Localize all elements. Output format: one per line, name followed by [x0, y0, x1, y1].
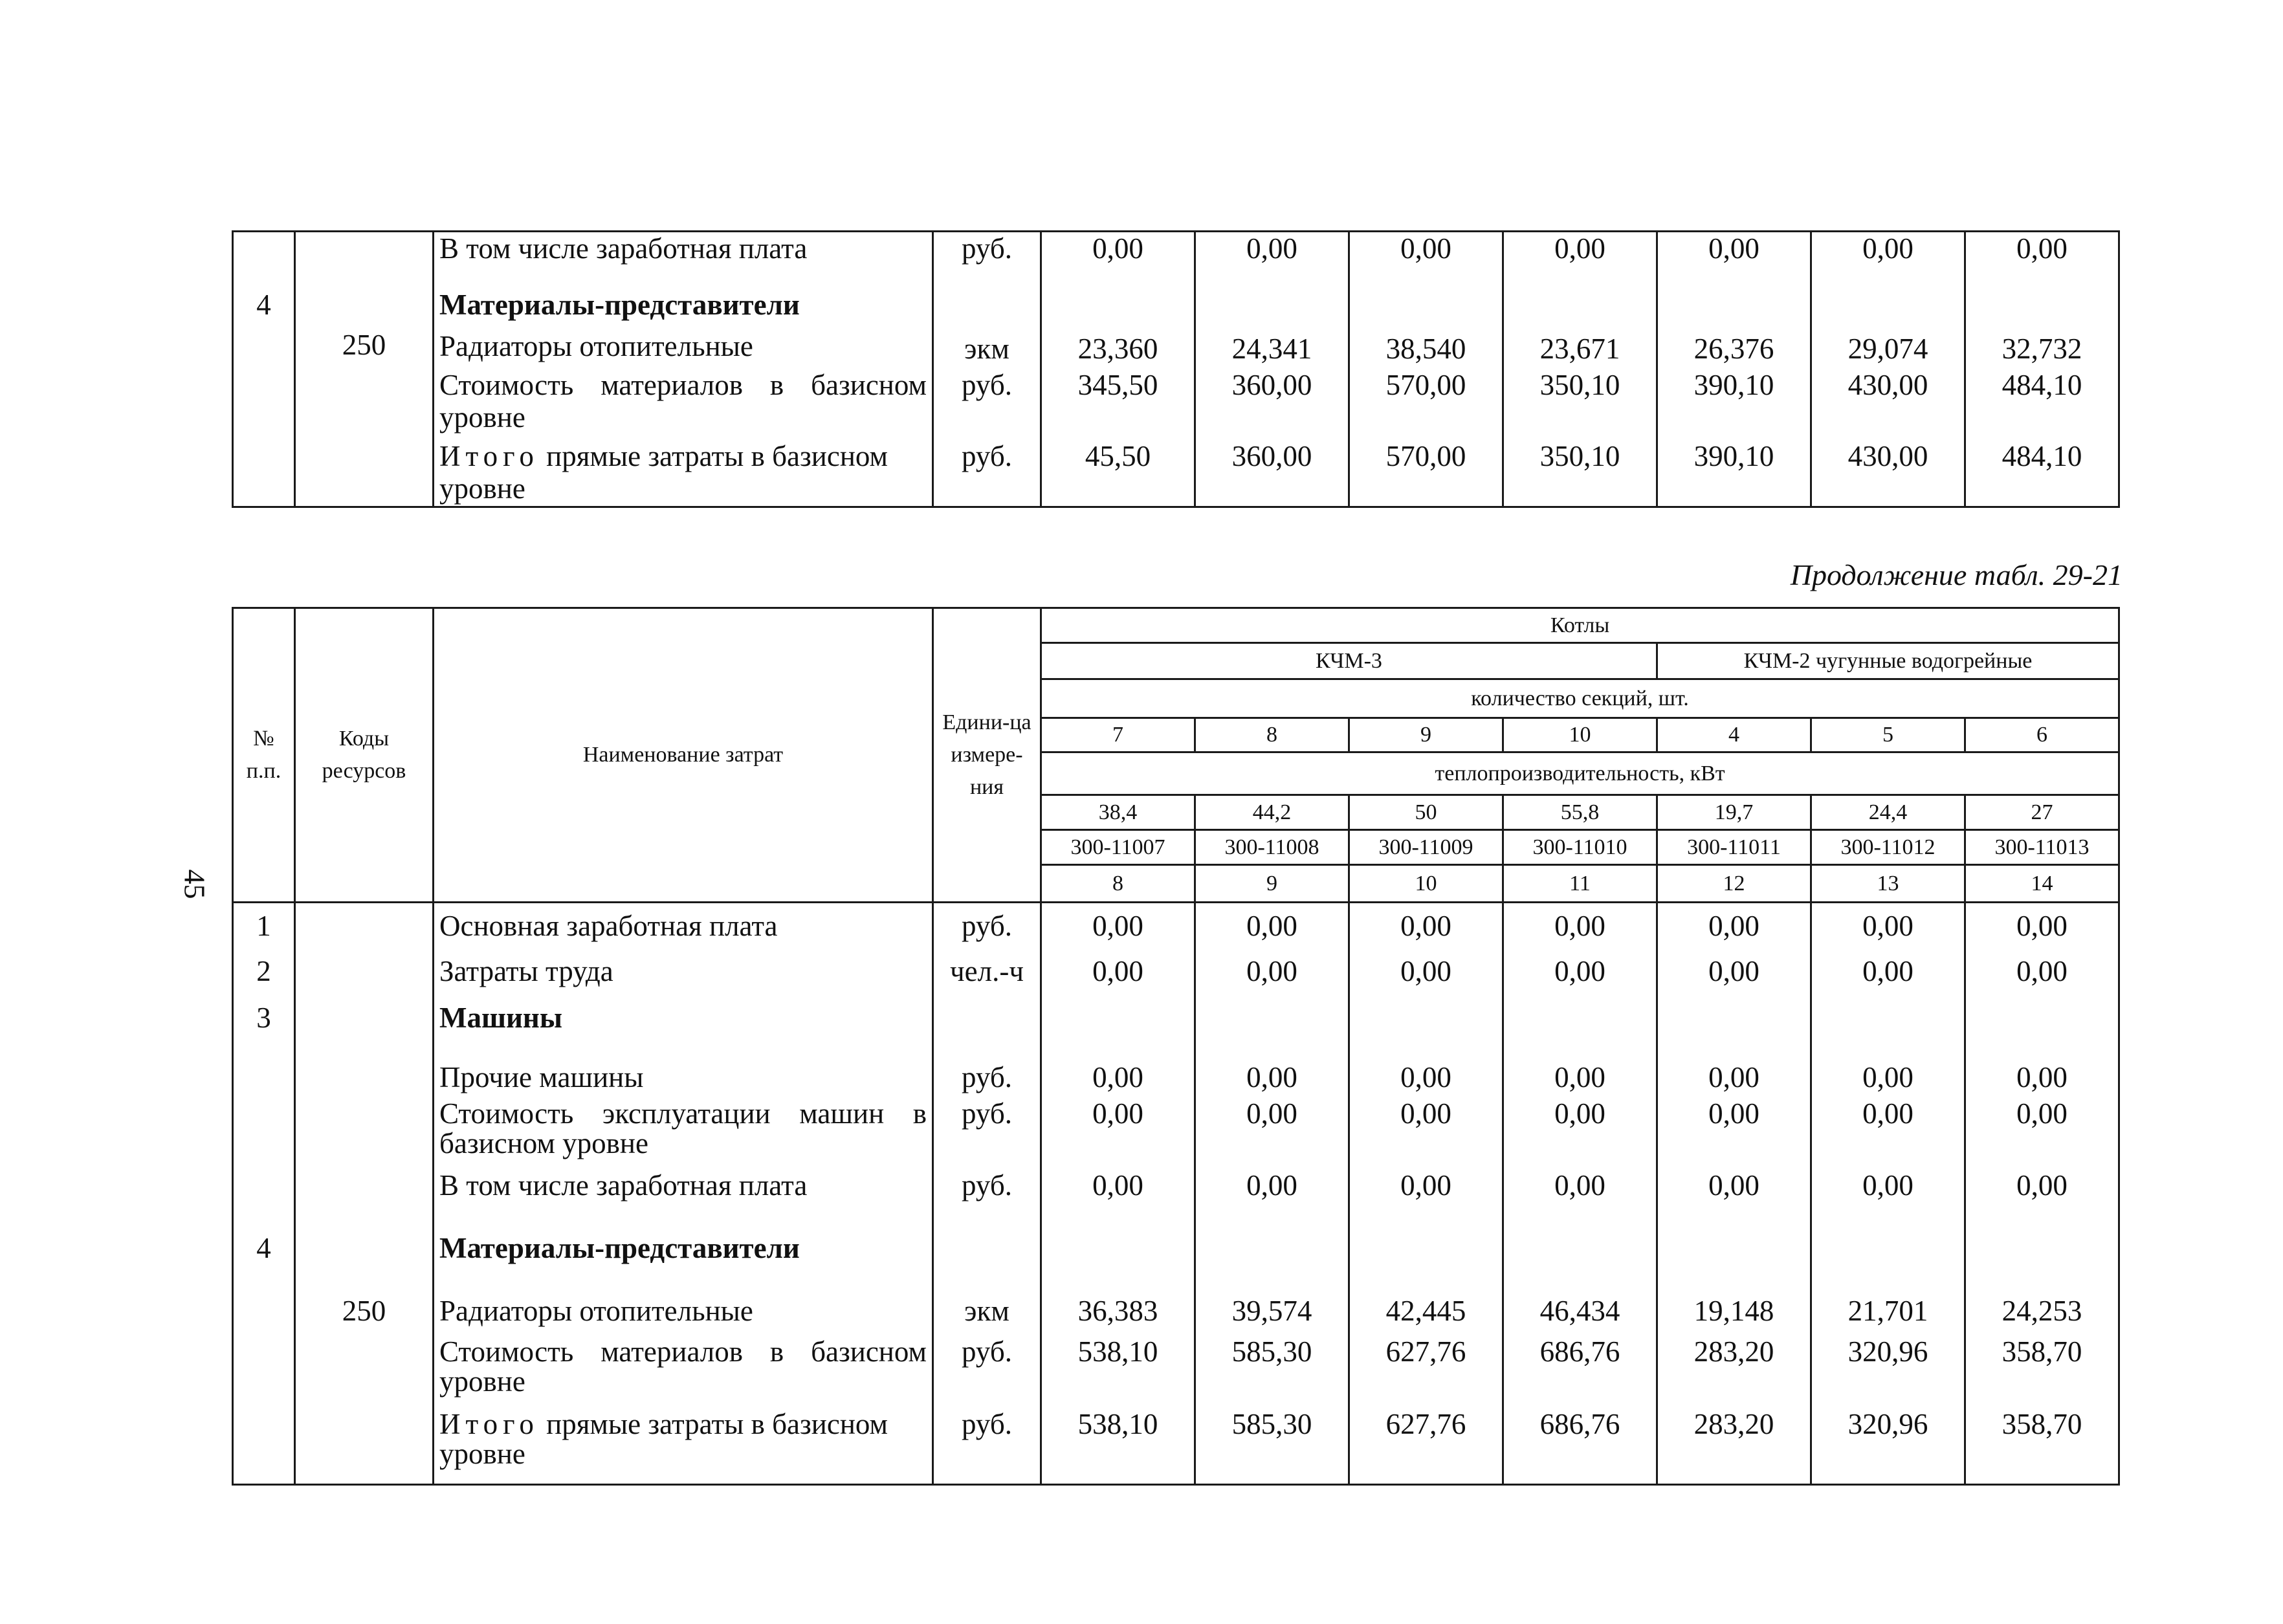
table-row [233, 1229, 2119, 1291]
row-number: 4 [233, 1229, 295, 1291]
value-cell: 0,00 [1349, 1059, 1503, 1099]
value-cell: 484,10 [1965, 440, 2119, 507]
resource-code [295, 232, 434, 289]
value-cell: 0,00 [1811, 1059, 1965, 1099]
value-cell: 39,574 [1195, 1291, 1349, 1337]
value-cell: 19,148 [1657, 1291, 1811, 1337]
unit [933, 994, 1041, 1059]
value-cell [1811, 289, 1965, 329]
cost-name [434, 1409, 933, 1484]
value-cell [1657, 994, 1811, 1059]
value-cell [1503, 994, 1657, 1059]
unit: руб. [933, 440, 1041, 507]
value-cell: 0,00 [1041, 903, 1195, 949]
value-cell: 283,20 [1657, 1337, 1811, 1409]
value-cell: 0,00 [1657, 1059, 1811, 1099]
cost-name: Стоимость эксплуатации машин в базисном уровне [434, 1099, 933, 1170]
row-number [233, 329, 295, 369]
value-cell: 0,00 [1657, 1170, 1811, 1229]
value-cell [1503, 289, 1657, 329]
row-number [233, 232, 295, 289]
resource-code [295, 1059, 434, 1099]
value-cell: 0,00 [1349, 232, 1503, 289]
header-resource-code: 300-11007 [1041, 830, 1195, 865]
row-number [233, 1337, 295, 1409]
value-cell: 350,10 [1503, 440, 1657, 507]
value-cell: 0,00 [1965, 1170, 2119, 1229]
table-row [233, 1059, 2119, 1099]
row-number [233, 1099, 295, 1170]
header-resource-code: 300-11009 [1349, 830, 1503, 865]
header-power-value: 19,7 [1657, 795, 1811, 830]
value-cell: 585,30 [1195, 1409, 1349, 1484]
unit: экм [933, 1291, 1041, 1337]
value-cell: 686,76 [1503, 1409, 1657, 1484]
row-number: 1 [233, 903, 295, 949]
value-cell: 345,50 [1041, 369, 1195, 440]
table-row [233, 369, 2119, 440]
header-power-value: 44,2 [1195, 795, 1349, 830]
value-cell: 0,00 [1965, 949, 2119, 994]
value-cell: 430,00 [1811, 440, 1965, 507]
unit: руб. [933, 1409, 1041, 1484]
top-table [232, 230, 2120, 508]
value-cell: 0,00 [1965, 232, 2119, 289]
header-resource-code: 300-11010 [1503, 830, 1657, 865]
value-cell: 0,00 [1657, 1099, 1811, 1170]
value-cell: 320,96 [1811, 1409, 1965, 1484]
row-number: 3 [233, 994, 295, 1059]
header-unit: Едини-ца измере-ния [933, 608, 1041, 903]
value-cell: 0,00 [1195, 1059, 1349, 1099]
table-row [233, 232, 2119, 289]
cost-name: Прочие машины [434, 1059, 933, 1099]
table-row [233, 1291, 2119, 1337]
value-cell: 0,00 [1965, 1099, 2119, 1170]
value-cell [1195, 289, 1349, 329]
value-cell: 585,30 [1195, 1337, 1349, 1409]
value-cell: 390,10 [1657, 369, 1811, 440]
value-cell: 570,00 [1349, 369, 1503, 440]
value-cell: 538,10 [1041, 1337, 1195, 1409]
value-cell: 0,00 [1503, 1099, 1657, 1170]
resource-code [295, 1170, 434, 1229]
value-cell: 430,00 [1811, 369, 1965, 440]
value-cell: 36,383 [1041, 1291, 1195, 1337]
value-cell: 0,00 [1657, 232, 1811, 289]
value-cell: 0,00 [1041, 1059, 1195, 1099]
value-cell: 538,10 [1041, 1409, 1195, 1484]
resource-code [295, 369, 434, 440]
header-power-value: 38,4 [1041, 795, 1195, 830]
table-row [233, 1170, 2119, 1229]
value-cell: 0,00 [1811, 232, 1965, 289]
header-sections-value: 9 [1349, 718, 1503, 752]
main-table [232, 607, 2120, 1486]
value-cell [1041, 1229, 1195, 1291]
cost-name: В том числе заработная плата [434, 232, 933, 289]
unit: руб. [933, 232, 1041, 289]
value-cell [1965, 1229, 2119, 1291]
cost-name [434, 440, 933, 507]
header-resource-code: 300-11008 [1195, 830, 1349, 865]
cost-name: Основная заработная плата [434, 903, 933, 949]
header-column-number: 8 [1041, 865, 1195, 903]
header-sections-value: 10 [1503, 718, 1657, 752]
cost-name: Материалы-представители [434, 289, 933, 329]
header-resource-code: 300-11011 [1657, 830, 1811, 865]
page-number: 45 [178, 869, 212, 899]
value-cell: 23,360 [1041, 329, 1195, 369]
header-column-number: 10 [1349, 865, 1503, 903]
value-cell [1811, 1229, 1965, 1291]
unit: экм [933, 329, 1041, 369]
value-cell: 627,76 [1349, 1409, 1503, 1484]
resource-code [295, 440, 434, 507]
header-power-value: 27 [1965, 795, 2119, 830]
value-cell: 21,701 [1811, 1291, 1965, 1337]
value-cell: 627,76 [1349, 1337, 1503, 1409]
value-cell [1041, 994, 1195, 1059]
total-label: Итого [439, 1409, 539, 1440]
table-row [233, 994, 2119, 1059]
value-cell: 0,00 [1811, 1099, 1965, 1170]
header-column-number: 13 [1811, 865, 1965, 903]
value-cell: 390,10 [1657, 440, 1811, 507]
value-cell: 570,00 [1349, 440, 1503, 507]
value-cell: 26,376 [1657, 329, 1811, 369]
value-cell: 0,00 [1195, 232, 1349, 289]
header-power-label: теплопроизводительность, кВт [1041, 752, 2119, 795]
unit: чел.-ч [933, 949, 1041, 994]
resource-code: 250 [295, 1291, 434, 1337]
value-cell [1811, 994, 1965, 1059]
table-row [233, 289, 2119, 329]
cost-name: Машины [434, 994, 933, 1059]
resource-code [295, 994, 434, 1059]
row-number [233, 1059, 295, 1099]
header-column-number: 12 [1657, 865, 1811, 903]
header-kchm2: КЧМ-2 чугунные водогрейные [1657, 643, 2119, 679]
row-number [233, 440, 295, 507]
header-sections-value: 7 [1041, 718, 1195, 752]
resource-code [295, 903, 434, 949]
table-row [233, 329, 2119, 369]
header-group-boilers: Котлы [1041, 608, 2119, 643]
resource-code [295, 1337, 434, 1409]
value-cell: 0,00 [1503, 949, 1657, 994]
cost-name: Стоимость материалов в базисном уровне [434, 1337, 933, 1409]
unit: руб. [933, 903, 1041, 949]
row-number [233, 1409, 295, 1484]
unit: руб. [933, 1170, 1041, 1229]
value-cell: 360,00 [1195, 440, 1349, 507]
value-cell: 0,00 [1195, 1099, 1349, 1170]
header-resource-code: 300-11013 [1965, 830, 2119, 865]
cost-name: Радиаторы отопительные [434, 329, 933, 369]
value-cell: 0,00 [1041, 1099, 1195, 1170]
value-cell: 0,00 [1349, 1170, 1503, 1229]
value-cell [1503, 1229, 1657, 1291]
cost-name: Материалы-представители [434, 1229, 933, 1291]
row-number [233, 369, 295, 440]
cost-name: Радиаторы отопительные [434, 1291, 933, 1337]
resource-code [295, 1099, 434, 1170]
total-label-rest: прямые затраты в базисном уровне [439, 1409, 888, 1470]
cost-name: В том числе заработная плата [434, 1170, 933, 1229]
value-cell: 0,00 [1965, 1059, 2119, 1099]
value-cell: 0,00 [1041, 949, 1195, 994]
value-cell: 0,00 [1965, 903, 2119, 949]
value-cell: 0,00 [1195, 949, 1349, 994]
header-cost-name: Наименование затрат [434, 608, 933, 903]
header-resource-code: 300-11012 [1811, 830, 1965, 865]
value-cell: 350,10 [1503, 369, 1657, 440]
total-label-rest: прямые затраты в базисном уровне [439, 439, 888, 505]
resource-code [295, 949, 434, 994]
value-cell: 0,00 [1195, 1170, 1349, 1229]
value-cell: 0,00 [1503, 232, 1657, 289]
value-cell [1349, 994, 1503, 1059]
continuation-caption: Продолжение табл. 29-21 [1790, 558, 2123, 591]
value-cell: 24,253 [1965, 1291, 2119, 1337]
value-cell: 358,70 [1965, 1409, 2119, 1484]
resource-code [295, 1229, 434, 1291]
value-cell: 42,445 [1349, 1291, 1503, 1337]
value-cell [1349, 289, 1503, 329]
value-cell [1349, 1229, 1503, 1291]
header-sections-value: 5 [1811, 718, 1965, 752]
value-cell: 358,70 [1965, 1337, 2119, 1409]
header-resource-codes: Коды ресурсов [295, 608, 434, 903]
value-cell: 0,00 [1503, 1059, 1657, 1099]
header-power-value: 55,8 [1503, 795, 1657, 830]
table-row [233, 1099, 2119, 1170]
value-cell: 0,00 [1041, 1170, 1195, 1229]
unit: руб. [933, 369, 1041, 440]
value-cell [1965, 289, 2119, 329]
unit [933, 289, 1041, 329]
value-cell [1041, 289, 1195, 329]
value-cell [1657, 1229, 1811, 1291]
value-cell: 0,00 [1503, 903, 1657, 949]
value-cell: 360,00 [1195, 369, 1349, 440]
header-sections-value: 4 [1657, 718, 1811, 752]
header-power-value: 50 [1349, 795, 1503, 830]
header-sections-value: 8 [1195, 718, 1349, 752]
unit: руб. [933, 1099, 1041, 1170]
table-row [233, 949, 2119, 994]
value-cell [1657, 289, 1811, 329]
total-label: Итого [439, 439, 539, 472]
resource-code [295, 1409, 434, 1484]
resource-code [295, 289, 434, 329]
header-kchm3: КЧМ-3 [1041, 643, 1657, 679]
resource-code: 250 [295, 329, 434, 369]
value-cell: 0,00 [1811, 949, 1965, 994]
value-cell: 283,20 [1657, 1409, 1811, 1484]
value-cell: 0,00 [1349, 1099, 1503, 1170]
value-cell: 0,00 [1349, 903, 1503, 949]
value-cell: 0,00 [1195, 903, 1349, 949]
value-cell: 0,00 [1811, 903, 1965, 949]
value-cell: 32,732 [1965, 329, 2119, 369]
table-row [233, 1409, 2119, 1484]
header-column-number: 11 [1503, 865, 1657, 903]
table-row [233, 440, 2119, 507]
header-column-number: 14 [1965, 865, 2119, 903]
value-cell: 23,671 [1503, 329, 1657, 369]
row-number: 2 [233, 949, 295, 994]
value-cell: 0,00 [1811, 1170, 1965, 1229]
header-sections-value: 6 [1965, 718, 2119, 752]
value-cell: 38,540 [1349, 329, 1503, 369]
value-cell: 0,00 [1503, 1170, 1657, 1229]
row-number [233, 1170, 295, 1229]
cost-name: Затраты труда [434, 949, 933, 994]
value-cell: 46,434 [1503, 1291, 1657, 1337]
table-row [233, 1337, 2119, 1409]
row-number [233, 1291, 295, 1337]
unit: руб. [933, 1059, 1041, 1099]
value-cell: 0,00 [1349, 949, 1503, 994]
cost-name: Стоимость материалов в базисном уровне [434, 369, 933, 440]
value-cell: 686,76 [1503, 1337, 1657, 1409]
table-row [233, 903, 2119, 949]
unit: руб. [933, 1337, 1041, 1409]
value-cell: 484,10 [1965, 369, 2119, 440]
value-cell: 320,96 [1811, 1337, 1965, 1409]
header-sections-label: количество секций, шт. [1041, 679, 2119, 718]
unit [933, 1229, 1041, 1291]
value-cell: 45,50 [1041, 440, 1195, 507]
value-cell: 0,00 [1657, 903, 1811, 949]
value-cell [1195, 1229, 1349, 1291]
header-column-number: 9 [1195, 865, 1349, 903]
value-cell: 0,00 [1041, 232, 1195, 289]
value-cell: 29,074 [1811, 329, 1965, 369]
value-cell: 24,341 [1195, 329, 1349, 369]
row-number: 4 [233, 289, 295, 329]
header-power-value: 24,4 [1811, 795, 1965, 830]
value-cell: 0,00 [1657, 949, 1811, 994]
header-number: № п.п. [233, 608, 295, 903]
value-cell [1195, 994, 1349, 1059]
value-cell [1965, 994, 2119, 1059]
